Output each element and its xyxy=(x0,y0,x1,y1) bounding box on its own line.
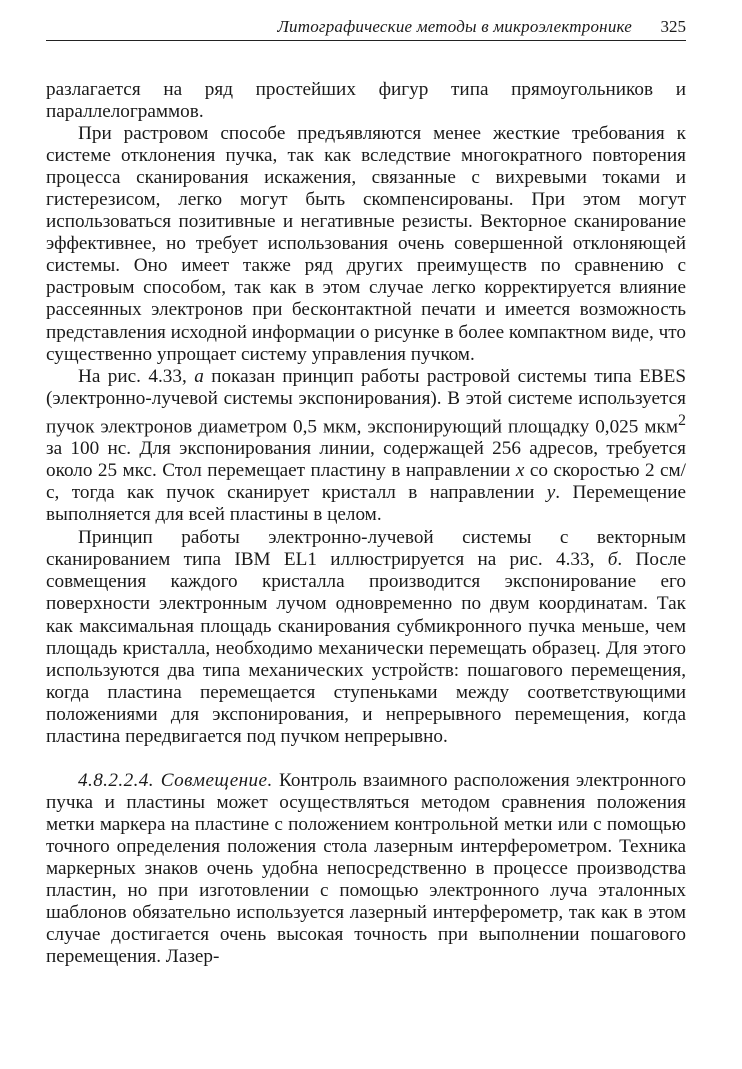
paragraph-raster-scanning: При растровом способе предъявляются менее жесткие требования к системе отклонения пучка, так как вследствие многократного повторения процесса сканирования искажения, связанные с вихревыми токами и гистерезисом, легко могут быть скомпенсированы. При этом могут использоваться позитивные и негативные резисты. Векторное сканирование эффективнее, но требует использования очень совершенной отклоняющей системы. Оно имеет также ряд других преимуществ по сравнению с растровым способом, так как в этом случае легко корректируется влияние рассеянных электронов при бесконтактной печати и имеется возможность представления исходной информации о рисунке в более компактном виде, что существенно упрощает систему управления пучком. xyxy=(46,123,686,365)
section-heading: 4.8.2.2.4. Совмещение. xyxy=(78,769,273,791)
figure-label-b: б xyxy=(607,549,618,571)
figure-label-a: а xyxy=(194,365,204,387)
text-run: Принцип работы электронно-лучевой системы с векторным сканированием типа IBM EL1 иллюстрируется на рис. 4.33, xyxy=(46,527,686,571)
text-run: со скоростью 2 см/с, тогда как пучок сканирует кристалл в направлении xyxy=(46,460,686,504)
text-run: На рис. 4.33, xyxy=(78,365,195,387)
paragraph-vector-scanning xyxy=(46,527,686,747)
book-page xyxy=(46,14,686,968)
superscript: 2 xyxy=(678,411,686,429)
body-text xyxy=(46,79,686,968)
variable-x: x xyxy=(515,460,525,482)
paragraph-ebes-system xyxy=(46,366,686,527)
page-number: 325 xyxy=(660,17,686,36)
text-run: . Перемещение выполняется для всей пластины в целом. xyxy=(46,482,686,526)
text-run: . После совмещения каждого кристалла производится экспонирование его поверхности электронным лучом одновременно по двум координатам. Так как максимальная площадь сканирования субмикронного пучка меньше, чем площадь кристалла, необходимо механически перемещать образец. Для этого используются два типа механических устройств: пошагового перемещения, когда пластина перемещается ступеньками между соответствующими положениями для экспонирования, и непрерывного перемещения, когда пластина передвигается под пучком непрерывно. xyxy=(46,549,686,747)
text-run: Контроль взаимного расположения электронного пучка и пластины может осуществляться методом сравнения положения метки маркера на пластине с положением контрольной метки или с помощью точного определения положения стола лазерным интерферометром. Техника маркерных знаков очень удобна непосредственно в процессе производства пластин, но при изготовлении с помощью электронного луча эталонных шаблонов обязательно используется лазерный интерферометр, так как в этом случае достигается очень высокая точность при выполнении пошагового перемещения. Лазер- xyxy=(46,769,686,968)
running-head-title: Литографические методы в микроэлектронике xyxy=(277,17,632,36)
paragraph-alignment-section xyxy=(46,770,686,968)
running-head xyxy=(46,14,686,41)
paragraph-continuation: разлагается на ряд простейших фигур типа прямоугольников и параллелограммов. xyxy=(46,79,686,123)
text-run: за 100 нс. Для экспонирования линии, содержащей 256 адресов, требуется около 25 мкс. Стол перемещает пластину в направлении xyxy=(46,438,686,482)
variable-y: y xyxy=(546,482,556,504)
text-run: показан принцип работы растровой системы типа EBES (электронно-лучевой системы экспонирования). В этой системе используется пучок электронов диаметром 0,5 мкм, экспонирующий площадку 0,025 мкм xyxy=(46,365,686,438)
